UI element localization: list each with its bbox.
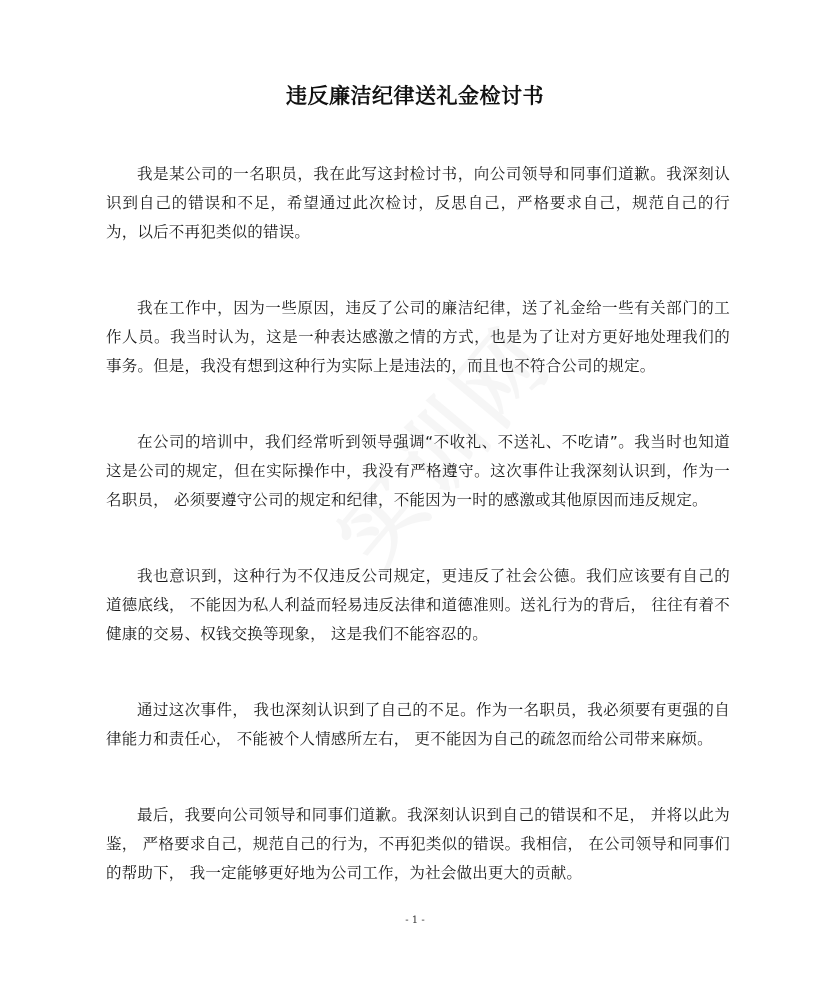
paragraph-5: 通过这次事件， 我也深刻认识到了自己的不足。作为一名职员，我必须要有更强的自律能力和责任心， 不能被个人情感所左右， 更不能因为自己的疏忽而给公司带来麻烦。 bbox=[106, 701, 730, 748]
paragraph-2: 我在工作中，因为一些原因，违反了公司的廉洁纪律，送了礼金给一些有关部门的工作人员。我当时认为，这是一种表达感激之情的方式，也是为了让对方更好地处理我们的事务。但是，我没有想到这种行为实际上是违法的，而且也不符合公司的规定。 bbox=[106, 299, 730, 375]
paragraph-6: 最后，我要向公司领导和同事们道歉。我深刻认识到自己的错误和不足， 并将以此为鉴， 严格要求自己，规范自己的行为，不再犯类似的错误。我相信， 在公司领导和同事们的帮助下， 我一定能够更好地为公司工作，为社会做出更大的贡献。 bbox=[106, 806, 730, 882]
paragraph-1: 我是某公司的一名职员，我在此写这封检讨书，向公司领导和同事们道歉。我深刻认识到自己的错误和不足，希望通过此次检讨，反思自己，严格要求自己，规范自己的行为，以后不再犯类似的错误。 bbox=[106, 165, 730, 241]
paragraph-3: 在公司的培训中，我们经常听到领导强调“不收礼、不送礼、不吃请”。我当时也知道这是公司的规定，但在实际操作中，我没有严格遵守。这次事件让我深刻认识到，作为一名职员， 必须要遵守公司的规定和纪律，不能因为一时的感激或其他原因而违反规定。 bbox=[106, 433, 730, 509]
document-body bbox=[106, 160, 730, 935]
document-title: 违反廉洁纪律送礼金检讨书 bbox=[286, 84, 544, 108]
page-number: - 1 - bbox=[405, 915, 425, 926]
paragraph-4: 我也意识到，这种行为不仅违反公司规定，更违反了社会公德。我们应该要有自己的道德底线， 不能因为私人利益而轻易违反法律和道德准则。送礼行为的背后， 往往有着不健康的交易、权钱交换等现象， 这是我们不能容忍的。 bbox=[106, 567, 730, 643]
